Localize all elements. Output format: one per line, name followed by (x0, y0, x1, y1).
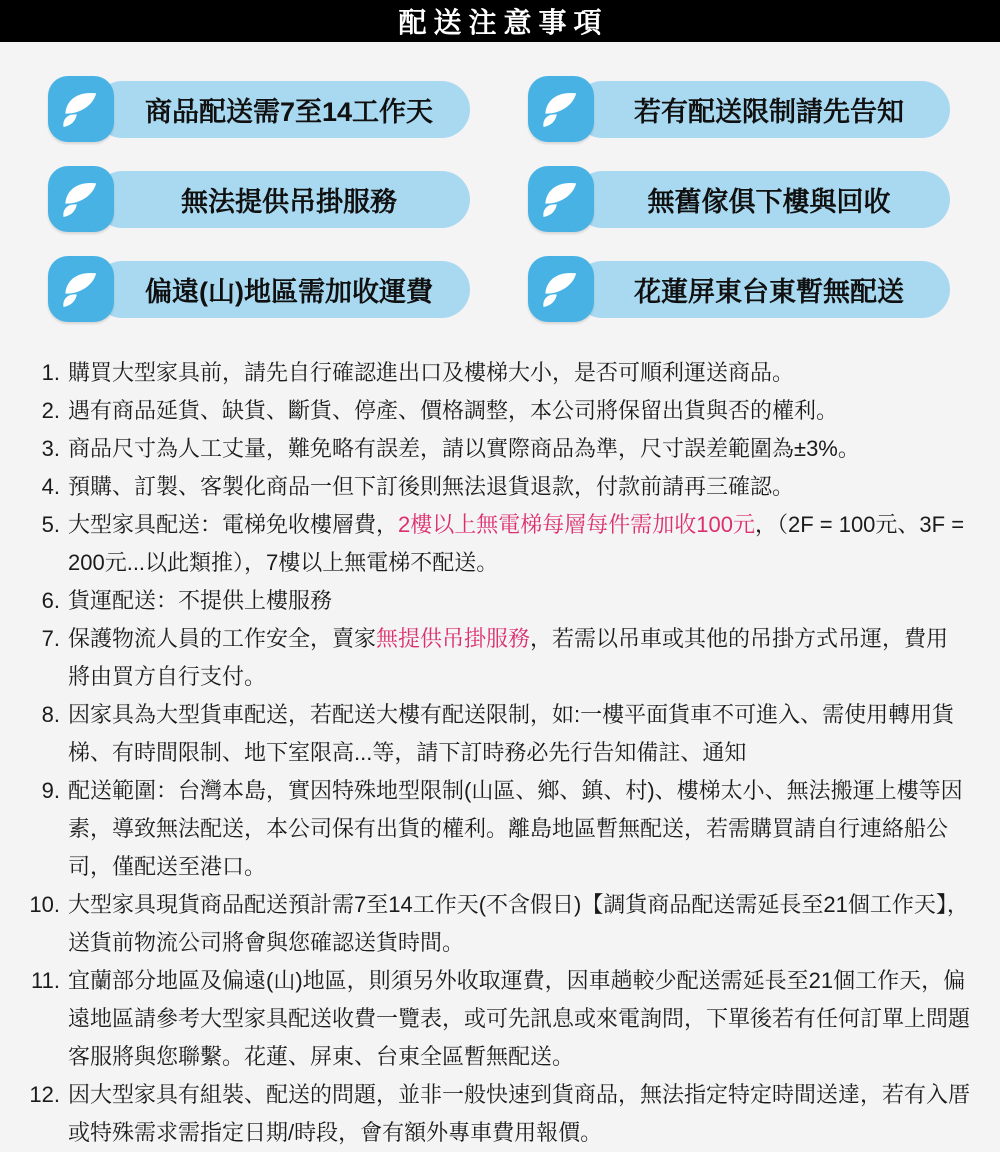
note-number: 5. (41, 512, 60, 537)
leaf-icon (528, 166, 594, 232)
title-bar (0, 0, 1000, 42)
note-number: 9. (41, 778, 60, 803)
badge-label: 無舊傢俱下樓與回收 (574, 171, 950, 228)
note-segment: 大型家具現貨商品配送預計需7至14工作天(不含假日)【調貨商品配送需延長至21個工作天】，送貨前物流公司將會與您確認送貨時間。 (68, 892, 969, 955)
note-segment: 預購、訂製、客製化商品一但下訂後則無法退貨退款，付款前請再三確認。 (68, 474, 795, 499)
note-number: 7. (41, 626, 60, 651)
note-number: 4. (41, 474, 60, 499)
note-item (24, 392, 970, 430)
note-text (68, 962, 970, 1076)
note-segment: 因大型家具有組裝、配送的問題，並非一般快速到貨商品，無法指定特定時間送達，若有入厝或特殊需求需指定日期/時段，會有額外專車費用報價。 (68, 1082, 971, 1145)
note-highlight-text: 2樓以上無電梯每層每件需加收100元 (398, 512, 755, 537)
delivery-badge (528, 76, 950, 142)
note-text (68, 620, 970, 696)
badge-label: 花蓮屏東台東暫無配送 (574, 261, 950, 318)
badge-label: 商品配送需7至14工作天 (94, 81, 470, 138)
leaf-icon (48, 166, 114, 232)
note-item (24, 430, 970, 468)
note-text (68, 392, 970, 430)
note-number: 10. (29, 892, 60, 917)
delivery-badge (48, 256, 470, 322)
note-number: 1. (41, 360, 60, 385)
badge-label: 偏遠(山)地區需加收運費 (94, 261, 470, 318)
delivery-notes-list (0, 354, 1000, 1152)
note-item (24, 962, 970, 1076)
note-segment: 配送範圍：台灣本島，實因特殊地型限制(山區、鄉、鎮、村)、樓梯太小、無法搬運上樓等因素，導致無法配送，本公司保有出貨的權利。離島地區暫無配送，若需購買請自行連絡船公司，僅配送至港口。 (68, 778, 963, 879)
delivery-badge (528, 256, 950, 322)
note-number: 11. (31, 968, 60, 993)
note-number: 2. (41, 398, 60, 423)
badge-label: 無法提供吊掛服務 (94, 171, 470, 228)
leaf-icon (48, 256, 114, 322)
note-segment: 大型家具配送：電梯免收樓層費， (68, 512, 399, 537)
note-segment: 商品尺寸為人工丈量，難免略有誤差，請以實際商品為準，尺寸誤差範圍為±3%。 (68, 436, 860, 461)
note-segment: 遇有商品延貨、缺貨、斷貨、停產、價格調整，本公司將保留出貨與否的權利。 (68, 398, 839, 423)
note-segment: 貨運配送：不提供上樓服務 (68, 588, 333, 613)
note-text (68, 772, 970, 886)
note-segment: 宜蘭部分地區及偏遠(山)地區，則須另外收取運費，因車趟較少配送需延長至21個工作天，偏遠地區請參考大型家具配送收費一覽表，或可先訊息或來電詢問，下單後若有任何訂單上問題客服將與您聯繫。花蓮、屏東、台東全區暫無配送。 (68, 968, 971, 1069)
note-item (24, 1076, 970, 1152)
note-text (68, 1076, 970, 1152)
note-number: 6. (41, 588, 60, 613)
leaf-icon (528, 256, 594, 322)
note-segment: ，（2F = 100元、3F = 200元...以此類推），7樓以上無電梯不配送。 (68, 512, 965, 575)
note-text (68, 582, 970, 620)
note-item (24, 506, 970, 582)
note-number: 3. (41, 436, 60, 461)
delivery-badge (528, 166, 950, 232)
badge-label: 若有配送限制請先告知 (574, 81, 950, 138)
note-text (68, 354, 970, 392)
note-text (68, 430, 970, 468)
delivery-badge (48, 166, 470, 232)
note-item (24, 620, 970, 696)
note-item (24, 468, 970, 506)
note-item (24, 696, 970, 772)
page-title: 配送注意事項 (398, 7, 609, 38)
note-segment: 保護物流人員的工作安全，賣家 (68, 626, 377, 651)
note-text (68, 468, 970, 506)
note-number: 8. (41, 702, 60, 727)
note-text (68, 886, 970, 962)
note-text (68, 506, 970, 582)
note-segment: ，若需以吊車或其他的吊掛方式吊運，費用將由買方自行支付。 (68, 626, 949, 689)
leaf-icon (528, 76, 594, 142)
note-highlight-text: 無提供吊掛服務 (376, 626, 531, 651)
badge-grid (0, 42, 1000, 346)
note-item (24, 354, 970, 392)
note-item (24, 772, 970, 886)
note-number: 12. (29, 1082, 60, 1107)
note-text (68, 696, 970, 772)
note-segment: 因家具為大型貨車配送，若配送大樓有配送限制，如:一樓平面貨車不可進入、需使用轉用貨梯、有時間限制、地下室限高...等，請下訂時務必先行告知備註、通知 (68, 702, 955, 765)
note-item (24, 886, 970, 962)
note-segment: 購買大型家具前，請先自行確認進出口及樓梯大小，是否可順利運送商品。 (68, 360, 795, 385)
leaf-icon (48, 76, 114, 142)
delivery-badge (48, 76, 470, 142)
note-item (24, 582, 970, 620)
